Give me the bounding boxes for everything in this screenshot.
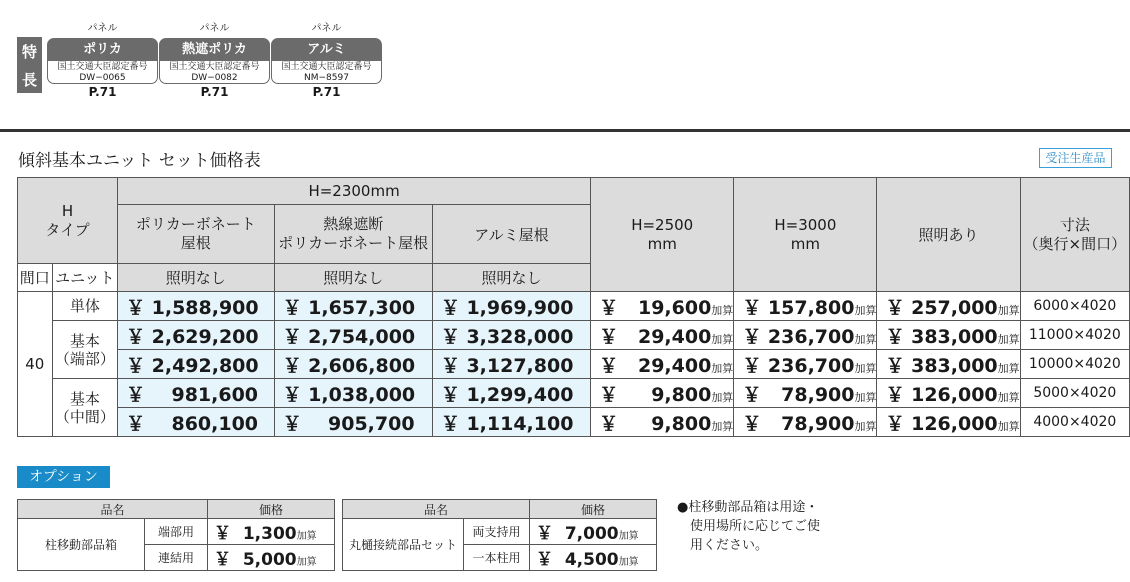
option-price bbox=[208, 519, 335, 545]
col-name-header: 品名 bbox=[18, 500, 208, 519]
feature-polycarbonate bbox=[47, 22, 158, 99]
price-value: ￥ 236,700 bbox=[742, 354, 855, 377]
price-alu: ￥ 3,127,800 bbox=[432, 350, 590, 379]
add-label: 加算 bbox=[997, 303, 1020, 317]
span-cell: 40 bbox=[18, 292, 53, 437]
cert-title: 国土交通大臣認定番号 bbox=[169, 62, 260, 72]
add-label: 加算 bbox=[854, 419, 877, 433]
feature-cert bbox=[271, 61, 382, 84]
feature-caption: パネル bbox=[87, 23, 118, 34]
price-heat: ￥ 1,038,000 bbox=[274, 379, 432, 408]
price-light bbox=[877, 292, 1020, 321]
cert-title: 国土交通大臣認定番号 bbox=[281, 62, 372, 72]
option-sub: 両支持用 bbox=[464, 519, 530, 545]
unit-single: 単体 bbox=[52, 292, 117, 321]
note-line3: 用ください。 bbox=[690, 538, 769, 553]
option-price bbox=[530, 519, 657, 545]
feature-aluminum bbox=[271, 22, 382, 99]
size-cell: 5000×4020 bbox=[1020, 379, 1129, 408]
h-type-line1: H bbox=[61, 201, 74, 220]
price-h2500 bbox=[591, 321, 734, 350]
col-price-header: 価格 bbox=[530, 500, 657, 519]
h3000-line1: H=3000 bbox=[774, 215, 837, 234]
heat-roof-header bbox=[274, 205, 432, 264]
price-h3000 bbox=[734, 292, 877, 321]
note-line2: 使用場所に応じてご使 bbox=[690, 519, 821, 534]
feature-cert bbox=[159, 61, 270, 84]
no-light-header: 照明なし bbox=[432, 264, 590, 292]
size-cell: 4000×4020 bbox=[1020, 408, 1129, 437]
col-name-header: 品名 bbox=[343, 500, 530, 519]
options-note bbox=[677, 498, 877, 555]
h2500-line1: H=2500 bbox=[631, 215, 694, 234]
feature-heat-polycarbonate bbox=[159, 22, 270, 99]
options-table-2 bbox=[342, 499, 657, 571]
maguchi-header: 間口 bbox=[18, 264, 53, 292]
price-heat: ￥ 1,657,300 bbox=[274, 292, 432, 321]
price-h3000 bbox=[734, 408, 877, 437]
price-poly: ￥ 981,600 bbox=[118, 379, 275, 408]
unit-end-line1: 基本 bbox=[69, 331, 100, 350]
col-price-header: 価格 bbox=[208, 500, 335, 519]
price-heat: ￥ 905,700 bbox=[274, 408, 432, 437]
price-poly: ￥ 2,492,800 bbox=[118, 350, 275, 379]
h-type-line2: タイプ bbox=[45, 220, 90, 239]
price-value: ￥ 4,500 bbox=[536, 550, 619, 570]
option-item-name: 丸樋接続部品セット bbox=[343, 519, 464, 571]
no-light-header: 照明なし bbox=[118, 264, 275, 292]
price-poly: ￥ 860,100 bbox=[118, 408, 275, 437]
add-label: 加算 bbox=[854, 361, 877, 375]
price-heat: ￥ 2,754,000 bbox=[274, 321, 432, 350]
add-label: 加算 bbox=[997, 390, 1020, 404]
price-h3000 bbox=[734, 379, 877, 408]
h3000-header bbox=[734, 178, 877, 292]
price-value: ￥ 126,000 bbox=[885, 383, 998, 406]
price-poly: ￥ 1,588,900 bbox=[118, 292, 275, 321]
cert-number: NM−8597 bbox=[304, 73, 349, 83]
price-light bbox=[877, 408, 1020, 437]
price-light bbox=[877, 321, 1020, 350]
h-type-header bbox=[18, 178, 118, 264]
options-label: オプション bbox=[17, 466, 110, 488]
unit-mid-line1: 基本 bbox=[69, 389, 100, 408]
price-value: ￥ 5,000 bbox=[214, 550, 297, 570]
price-value: ￥ 9,800 bbox=[599, 412, 712, 435]
add-label: 加算 bbox=[618, 531, 639, 542]
add-label: 加算 bbox=[997, 361, 1020, 375]
feature-page-link[interactable]: P.71 bbox=[88, 85, 117, 99]
heat-line2: ポリカーボネート屋根 bbox=[278, 234, 429, 252]
cert-title: 国土交通大臣認定番号 bbox=[57, 62, 148, 72]
unit-basic-end bbox=[52, 321, 117, 379]
note-line1: ●柱移動部品箱は用途・ bbox=[677, 500, 819, 515]
price-value: ￥ 383,000 bbox=[885, 325, 998, 348]
unit-end-line2: （端部） bbox=[54, 349, 115, 368]
aluminum-roof-header: アルミ屋根 bbox=[432, 205, 590, 264]
size-line2: （奥行×間口） bbox=[1023, 234, 1127, 253]
add-label: 加算 bbox=[711, 303, 734, 317]
price-h2500 bbox=[591, 292, 734, 321]
size-cell: 10000×4020 bbox=[1020, 350, 1129, 379]
add-label: 加算 bbox=[296, 531, 317, 542]
price-value: ￥ 236,700 bbox=[742, 325, 855, 348]
size-cell: 6000×4020 bbox=[1020, 292, 1129, 321]
price-table bbox=[17, 177, 1130, 437]
price-heat: ￥ 2,606,800 bbox=[274, 350, 432, 379]
features-side-label bbox=[17, 37, 42, 93]
unit-mid-line2: （中間） bbox=[54, 407, 115, 426]
feature-name: 熱遮ポリカ bbox=[159, 38, 270, 61]
poly-line2: 屋根 bbox=[180, 234, 211, 252]
cert-number: DW−0082 bbox=[191, 73, 238, 83]
price-poly: ￥ 2,629,200 bbox=[118, 321, 275, 350]
add-label: 加算 bbox=[997, 332, 1020, 346]
poly-roof-header bbox=[118, 205, 275, 264]
add-label: 加算 bbox=[711, 390, 734, 404]
price-value: ￥ 7,000 bbox=[536, 524, 619, 544]
feature-page-link[interactable]: P.71 bbox=[312, 85, 341, 99]
add-label: 加算 bbox=[711, 419, 734, 433]
feature-cert bbox=[47, 61, 158, 84]
add-label: 加算 bbox=[854, 303, 877, 317]
option-sub: 一本柱用 bbox=[464, 545, 530, 571]
add-label: 加算 bbox=[296, 557, 317, 568]
price-h2500 bbox=[591, 408, 734, 437]
heat-line1: 熱線遮断 bbox=[323, 215, 384, 233]
price-h3000 bbox=[734, 350, 877, 379]
made-to-order-badge: 受注生産品 bbox=[1039, 148, 1112, 168]
add-label: 加算 bbox=[854, 390, 877, 404]
option-item-name: 柱移動部品箱 bbox=[18, 519, 145, 571]
size-line1: 寸法 bbox=[1059, 215, 1090, 234]
features-char-2: 長 bbox=[21, 70, 37, 89]
lighting-header: 照明あり bbox=[877, 178, 1020, 292]
price-h2500 bbox=[591, 350, 734, 379]
price-value: ￥ 9,800 bbox=[599, 383, 712, 406]
feature-name: アルミ bbox=[271, 38, 382, 61]
price-value: ￥ 1,300 bbox=[214, 524, 297, 544]
add-label: 加算 bbox=[711, 361, 734, 375]
size-header bbox=[1020, 178, 1129, 292]
add-label: 加算 bbox=[618, 557, 639, 568]
cert-number: DW−0065 bbox=[79, 73, 126, 83]
section-divider bbox=[0, 129, 1130, 132]
add-label: 加算 bbox=[711, 332, 734, 346]
price-value: ￥ 157,800 bbox=[742, 296, 855, 319]
price-light bbox=[877, 350, 1020, 379]
page-title: 傾斜基本ユニット セット価格表 bbox=[18, 151, 261, 171]
price-h2500 bbox=[591, 379, 734, 408]
price-value: ￥ 257,000 bbox=[885, 296, 998, 319]
features-char-1: 特 bbox=[21, 42, 37, 61]
feature-page-link[interactable]: P.71 bbox=[200, 85, 229, 99]
feature-caption: パネル bbox=[311, 23, 342, 34]
price-value: ￥ 19,600 bbox=[599, 296, 712, 319]
price-alu: ￥ 3,328,000 bbox=[432, 321, 590, 350]
unit-header: ユニット bbox=[52, 264, 117, 292]
feature-name: ポリカ bbox=[47, 38, 158, 61]
feature-caption: パネル bbox=[199, 23, 230, 34]
price-alu: ￥ 1,299,400 bbox=[432, 379, 590, 408]
options-table-1 bbox=[17, 499, 335, 571]
price-light bbox=[877, 379, 1020, 408]
h2300-header: H=2300mm bbox=[118, 178, 591, 205]
price-value: ￥ 29,400 bbox=[599, 325, 712, 348]
unit-basic-middle bbox=[52, 379, 117, 437]
price-value: ￥ 383,000 bbox=[885, 354, 998, 377]
option-sub: 連結用 bbox=[145, 545, 208, 571]
size-cell: 11000×4020 bbox=[1020, 321, 1129, 350]
price-value: ￥ 126,000 bbox=[885, 412, 998, 435]
price-h3000 bbox=[734, 321, 877, 350]
option-sub: 端部用 bbox=[145, 519, 208, 545]
price-alu: ￥ 1,114,100 bbox=[432, 408, 590, 437]
add-label: 加算 bbox=[997, 419, 1020, 433]
price-value: ￥ 78,900 bbox=[742, 383, 855, 406]
poly-line1: ポリカーボネート bbox=[135, 215, 256, 233]
price-alu: ￥ 1,969,900 bbox=[432, 292, 590, 321]
option-price bbox=[530, 545, 657, 571]
h3000-line2: mm bbox=[790, 234, 821, 253]
h2500-line2: mm bbox=[647, 234, 677, 253]
h2500-header bbox=[591, 178, 734, 292]
add-label: 加算 bbox=[854, 332, 877, 346]
price-value: ￥ 29,400 bbox=[599, 354, 712, 377]
option-price bbox=[208, 545, 335, 571]
price-value: ￥ 78,900 bbox=[742, 412, 855, 435]
no-light-header: 照明なし bbox=[274, 264, 432, 292]
